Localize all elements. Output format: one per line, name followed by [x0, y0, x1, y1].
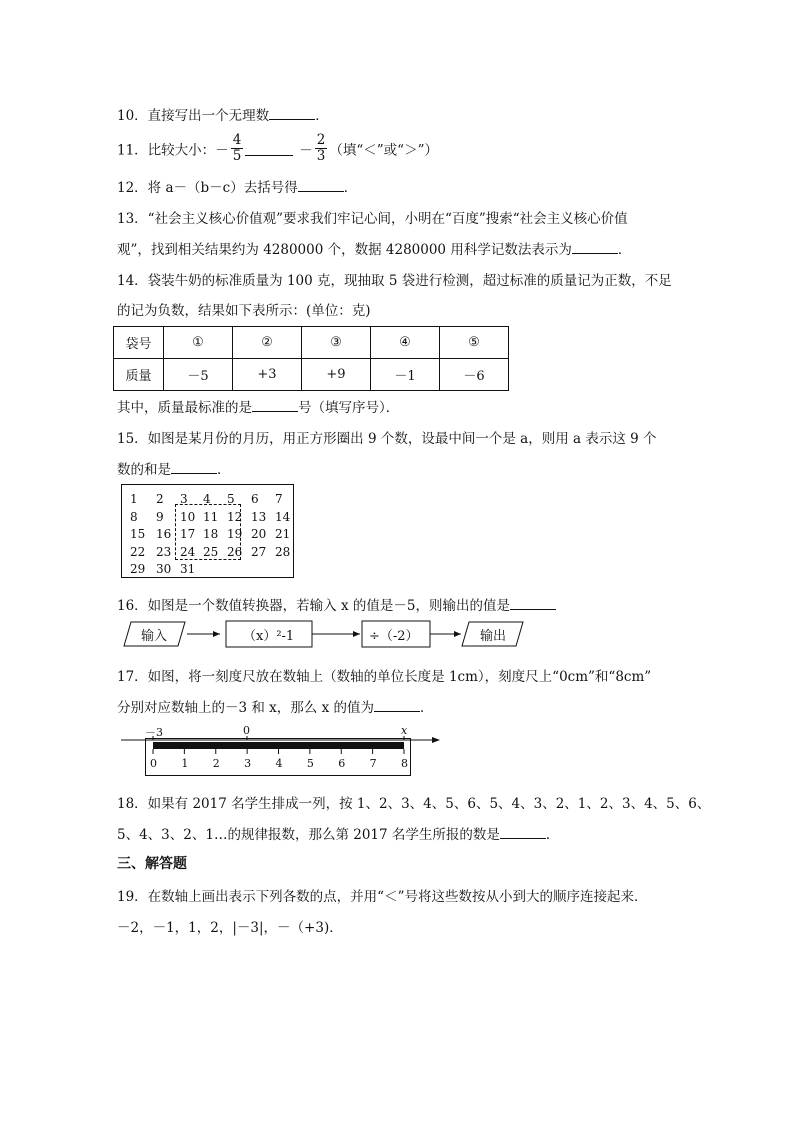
answer-blank[interactable] — [500, 824, 546, 839]
q18-text: 5、4、3、2、1…的规律报数，那么第 2017 名学生所报的数是 — [117, 827, 500, 843]
table-cell: －1 — [371, 359, 440, 391]
table-cell: ① — [164, 327, 233, 359]
calendar-day: 10 — [180, 510, 196, 524]
axis-label-minus-3: －3 — [145, 726, 163, 739]
input-label: 输入 — [141, 629, 168, 644]
q13-text: 观”，找到相关结果约为 4280000 个，数据 4280000 用科学记数法表示为 — [117, 242, 572, 258]
ruler-tick-label: 6 — [338, 757, 346, 770]
minus-sign: － — [215, 142, 229, 159]
arrow-head — [454, 631, 461, 637]
calendar-day: 2 — [156, 492, 164, 506]
q14-answer-pre: 其中，质量最标准的是 — [117, 400, 252, 416]
axis-label-0: 0 — [243, 724, 250, 737]
calendar-day: 21 — [275, 527, 291, 541]
question-18-line1: 18．如果有 2017 名学生排成一列，按 1、2、3、4、5、6、5、4、3、2、1、2、3、4、5、6、 — [117, 796, 711, 812]
question-19-line2: －2，－1，1，2，|－3|，－（+3)． — [117, 920, 343, 936]
q15-text: 数的和是 — [117, 462, 171, 478]
calendar-day: 9 — [156, 510, 164, 524]
table-cell: －6 — [440, 359, 509, 391]
calendar-day: 15 — [130, 527, 146, 541]
divide-label: ÷（-2） — [369, 629, 419, 644]
calendar-day: 14 — [275, 510, 291, 524]
axis-label-x: x — [401, 724, 408, 737]
calendar-day: 23 — [156, 545, 172, 559]
q10-end: ． — [315, 108, 329, 124]
table-cell: ⑤ — [440, 327, 509, 359]
q14-answer-post: 号（填写序号）． — [298, 400, 400, 416]
calendar-day: 4 — [203, 492, 211, 506]
q17-end: ． — [419, 700, 434, 716]
axis-arrow-icon — [432, 737, 440, 743]
q18-end: ． — [545, 827, 560, 843]
calendar-day: 22 — [130, 545, 146, 559]
calendar-day: 27 — [251, 545, 267, 559]
calendar-day: 12 — [227, 510, 243, 524]
calendar-day: 5 — [227, 492, 235, 506]
calendar-day: 26 — [227, 545, 243, 559]
calendar-day: 18 — [203, 527, 219, 541]
calendar-day: 28 — [275, 545, 291, 559]
q15-end: ． — [217, 462, 231, 478]
q16-text: 16．如图是一个数值转换器，若输入 x 的值是－5，则输出的值是 — [117, 598, 510, 614]
table-cell: ④ — [371, 327, 440, 359]
q17-text: 分别对应数轴上的－3 和 x，那么 x 的值为 — [117, 700, 374, 716]
table-cell: －5 — [164, 359, 233, 391]
question-14-line1: 14．袋装牛奶的标准质量为 100 克，现抽取 5 袋进行检测，超过标准的质量记为正数，不足 — [117, 273, 672, 289]
q12-end: ． — [343, 180, 358, 196]
q13-end: ． — [617, 242, 632, 258]
arrow-head — [213, 631, 220, 637]
table-cell: ② — [233, 327, 302, 359]
calendar-day: 31 — [180, 562, 196, 576]
section-heading: 三、解答题 — [117, 856, 187, 872]
calendar-day: 13 — [251, 510, 267, 524]
ruler-tick-label: 4 — [275, 757, 283, 770]
output-label: 输出 — [480, 629, 507, 644]
question-17-line2 — [117, 696, 433, 716]
calendar-day: 17 — [180, 527, 196, 541]
ruler-tick-label: 7 — [369, 757, 377, 770]
arrow-head — [353, 631, 360, 637]
calendar-day: 6 — [251, 492, 259, 506]
q12-text: 12．将 a－（b－c）去括号得 — [117, 180, 298, 196]
ruler-tick-label: 2 — [212, 757, 220, 770]
calendar-day: 25 — [203, 545, 219, 559]
numerator: 4 — [232, 132, 242, 148]
ruler-tick-label: 1 — [181, 757, 189, 770]
calendar-day: 3 — [180, 492, 188, 506]
answer-blank[interactable] — [374, 697, 420, 712]
square-minus-one-label: （x）²-1 — [243, 629, 295, 644]
calendar-day: 11 — [203, 510, 219, 524]
question-13-line1: 13．“社会主义核心价值观”要求我们牢记心间，小明在“百度”搜索“社会主义核心价值 — [117, 211, 628, 227]
numerator: 2 — [316, 132, 326, 148]
ruler-tick-label: 3 — [244, 757, 252, 770]
table-cell: 袋号 — [114, 327, 164, 359]
ruler-tick-label: 8 — [401, 757, 408, 770]
denominator: 3 — [316, 148, 326, 164]
ruler-tick-label: 0 — [150, 757, 157, 770]
minus-sign: － — [299, 142, 313, 159]
table-cell: +3 — [233, 359, 302, 391]
table-cell: ③ — [302, 327, 371, 359]
calendar-day: 16 — [156, 527, 172, 541]
denominator: 5 — [232, 148, 242, 164]
ruler-tick-label: 5 — [306, 757, 314, 770]
question-19-line1: 19．在数轴上画出表示下列各数的点，并用“＜”号将这些数按从小到大的顺序连接起来． — [117, 889, 648, 905]
calendar-day: 7 — [275, 492, 283, 506]
q10-text: 10．直接写出一个无理数 — [117, 108, 270, 124]
calendar-day: 8 — [130, 510, 138, 524]
q11-suffix: （填“＜”或“＞”） — [329, 142, 438, 159]
question-15-line1: 15．如图是某月份的月历，用正方形圈出 9 个数，设最中间一个是 a，则用 a 表示这 9 个 — [117, 431, 657, 447]
question-17-line1: 17．如图，将一刻度尺放在数轴上（数轴的单位长度是 1cm），刻度尺上“0cm”和“8cm” — [117, 669, 652, 685]
question-14-line2: 的记为负数，结果如下表所示：(单位：克) — [117, 303, 371, 319]
table-cell: 质量 — [114, 359, 164, 391]
calendar-day: 24 — [180, 545, 196, 559]
calendar-day: 1 — [130, 492, 138, 506]
calendar-day: 19 — [227, 527, 243, 541]
calendar-day: 20 — [251, 527, 267, 541]
question-18-line2 — [117, 823, 559, 843]
calendar-day: 29 — [130, 562, 146, 576]
table-cell: +9 — [302, 359, 371, 391]
calendar-day: 30 — [156, 562, 172, 576]
q11-prefix: 11．比较大小： — [117, 142, 216, 159]
